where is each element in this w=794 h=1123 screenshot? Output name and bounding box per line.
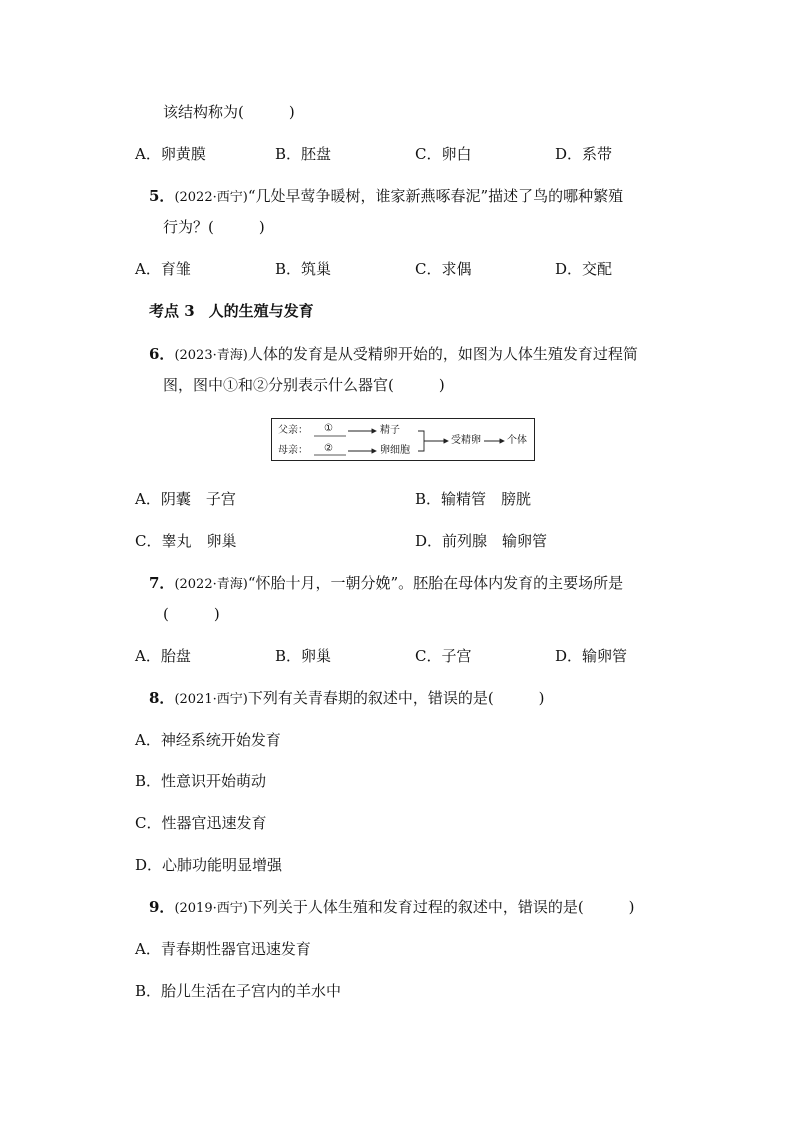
merge-bracket — [418, 431, 424, 451]
question-number: 9． — [149, 898, 175, 916]
q7-option-a: A．胎盘 — [135, 647, 191, 665]
label-zygote: 受精卵 — [451, 435, 481, 446]
q7-option-d: D．输卵管 — [555, 647, 628, 665]
question-number: 8． — [149, 689, 175, 707]
label-mother: 母亲： — [278, 445, 308, 456]
q8-option-a: A．神经系统开始发育 — [135, 731, 281, 749]
label-egg: 卵细胞 — [380, 445, 410, 456]
label-father: 父亲： — [278, 425, 308, 436]
q4-option-a: A．卵黄膜 — [135, 145, 206, 163]
question-6-stem-line2: 图，图中①和②分别表示什么器官( ) — [163, 376, 445, 394]
section-label: 考点 3 — [149, 302, 195, 320]
question-text: 下列有关青春期的叙述中，错误的是( ) — [247, 689, 545, 707]
q8-option-b: B．性意识开始萌动 — [135, 772, 267, 790]
reproduction-process-diagram — [271, 418, 535, 461]
q8-option-c: C．性器官迅速发育 — [135, 814, 267, 832]
q7-option-c: C．子宫 — [415, 647, 472, 665]
section-heading — [149, 300, 314, 322]
question-7-stem-line2: ( ) — [163, 605, 220, 623]
q9-option-b: B．胎儿生活在子宫内的羊水中 — [135, 982, 342, 1000]
question-text: 人体的发育是从受精卵开始的，如图为人体生殖发育过程简 — [247, 345, 638, 363]
question-5-stem-line2: 行为？( ) — [163, 218, 265, 236]
blank-mark-1: ① — [324, 423, 333, 434]
question-text: 下列关于人体生殖和发育过程的叙述中，错误的是( ) — [247, 898, 635, 916]
question-source: (2021·西宁) — [174, 692, 248, 707]
q5-option-b: B．筑巢 — [275, 260, 332, 278]
q6-option-d: D．前列腺 输卵管 — [415, 532, 548, 550]
q9-option-a: A．青春期性器官迅速发育 — [135, 940, 311, 958]
q8-option-d: D．心肺功能明显增强 — [135, 856, 283, 874]
q4-option-c: C．卵白 — [415, 145, 472, 163]
section-title: 人的生殖与发育 — [208, 302, 314, 320]
q6-option-c: C．睾丸 卵巢 — [135, 532, 237, 550]
question-source: (2022·西宁) — [174, 190, 248, 205]
question-4-stem-continued: 该结构称为( ) — [163, 103, 295, 121]
question-7-stem — [149, 572, 623, 596]
q5-option-c: C．求偶 — [415, 260, 472, 278]
question-8-stem — [149, 687, 545, 711]
question-source: (2022·青海) — [174, 577, 248, 592]
question-9-stem — [149, 896, 635, 920]
q7-option-b: B．卵巢 — [275, 647, 332, 665]
question-number: 7． — [149, 574, 175, 592]
q4-option-d: D．系带 — [555, 145, 613, 163]
blank-mark-2: ② — [324, 443, 333, 454]
q5-option-d: D．交配 — [555, 260, 613, 278]
label-individual: 个体 — [507, 435, 527, 446]
q4-option-b: B．胚盘 — [275, 145, 332, 163]
q6-option-a: A．阴囊 子宫 — [135, 490, 236, 508]
question-text: “几处早莺争暖树，谁家新燕啄春泥”描述了鸟的哪种繁殖 — [247, 187, 624, 205]
question-source: (2023·青海) — [174, 348, 248, 363]
question-number: 6． — [149, 345, 175, 363]
label-sperm: 精子 — [380, 425, 400, 436]
question-5-stem — [149, 185, 623, 209]
question-6-stem — [149, 343, 638, 367]
question-text: “怀胎十月，一朝分娩”。胚胎在母体内发育的主要场所是 — [247, 574, 624, 592]
question-number: 5． — [149, 187, 175, 205]
q6-option-b: B．输精管 膀胱 — [415, 490, 532, 508]
q5-option-a: A．育雏 — [135, 260, 191, 278]
question-source: (2019·西宁) — [174, 901, 248, 916]
